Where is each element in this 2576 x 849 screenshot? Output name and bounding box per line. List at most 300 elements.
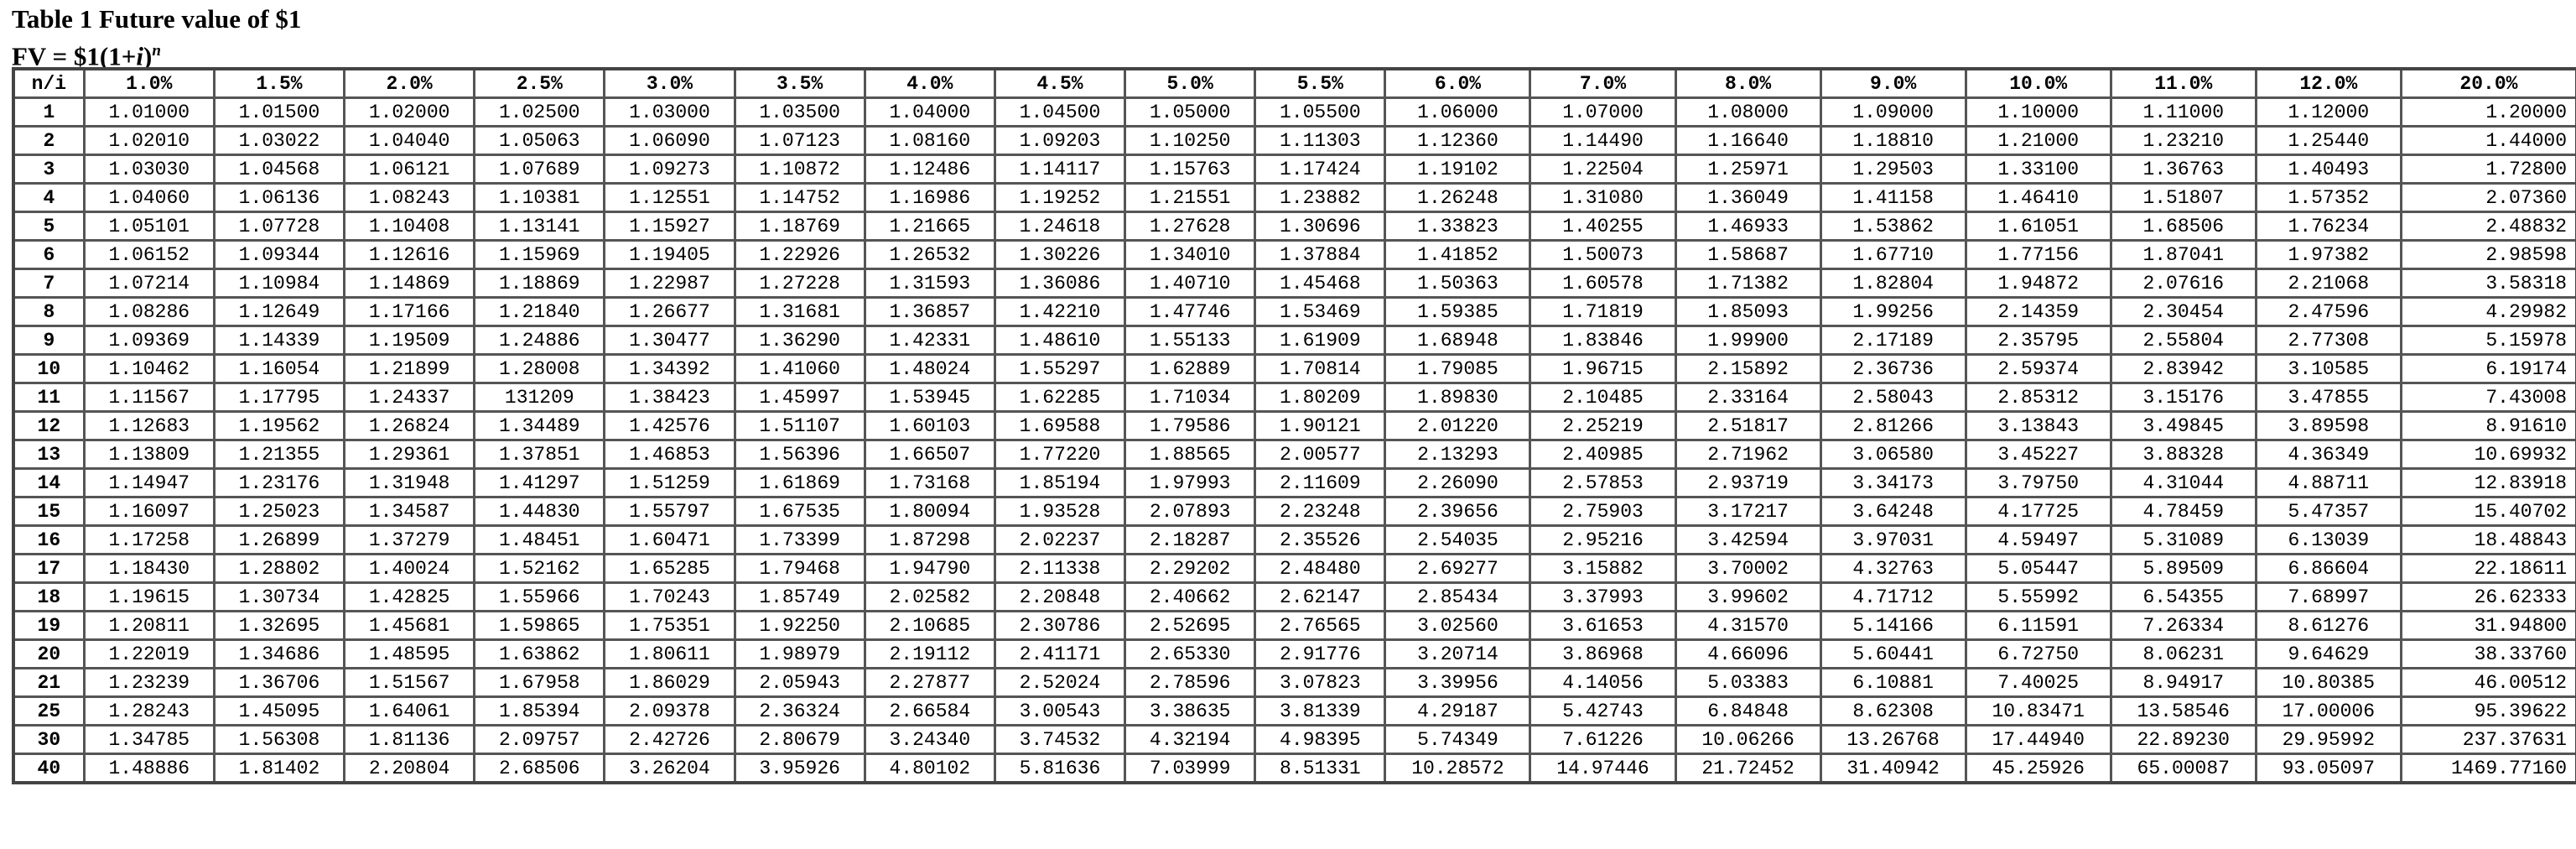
table-cell: 1.07214 <box>84 269 214 298</box>
table-cell: 4.80102 <box>865 754 995 784</box>
table-cell: 7.68997 <box>2256 583 2401 612</box>
table-cell: 1.19615 <box>84 583 214 612</box>
table-cell: 1.51567 <box>345 669 475 697</box>
table-cell: 1.56308 <box>214 726 344 754</box>
table-cell: 1.62889 <box>1125 355 1255 383</box>
table-cell: 1.25023 <box>214 497 344 526</box>
table-cell: 1.93528 <box>995 497 1124 526</box>
table-cell: 1.34587 <box>345 497 475 526</box>
table-cell: 1.12000 <box>2256 98 2401 127</box>
table-cell: 6.10881 <box>1820 669 1966 697</box>
table-cell: 2.26090 <box>1385 469 1530 497</box>
table-cell: 95.39622 <box>2401 697 2576 726</box>
row-header: 17 <box>13 555 84 583</box>
table-cell: 3.15882 <box>1530 555 1675 583</box>
table-cell: 8.91610 <box>2401 412 2576 440</box>
table-cell: 9.64629 <box>2256 640 2401 669</box>
table-cell: 31.94800 <box>2401 612 2576 640</box>
table-cell: 1.81402 <box>214 754 344 784</box>
table-cell: 1.12551 <box>605 184 735 212</box>
table-cell: 3.37993 <box>1530 583 1675 612</box>
table-cell: 1.34785 <box>84 726 214 754</box>
table-cell: 1.21551 <box>1125 184 1255 212</box>
table-cell: 26.62333 <box>2401 583 2576 612</box>
table-cell: 1.45468 <box>1255 269 1385 298</box>
table-cell: 1.36049 <box>1675 184 1820 212</box>
table-cell: 1.59865 <box>475 612 605 640</box>
table-cell: 1.03500 <box>735 98 865 127</box>
table-cell: 1.46853 <box>605 440 735 469</box>
table-cell: 1.06090 <box>605 127 735 155</box>
table-cell: 1.73399 <box>735 526 865 555</box>
table-cell: 17.00006 <box>2256 697 2401 726</box>
table-cell: 1.87041 <box>2111 241 2256 269</box>
table-cell: 2.78596 <box>1125 669 1255 697</box>
table-cell: 1.21840 <box>475 298 605 326</box>
table-cell: 22.18611 <box>2401 555 2576 583</box>
table-cell: 1.66507 <box>865 440 995 469</box>
table-cell: 1.99256 <box>1820 298 1966 326</box>
table-cell: 1.85749 <box>735 583 865 612</box>
table-cell: 2.01220 <box>1385 412 1530 440</box>
table-cell: 45.25926 <box>1966 754 2111 784</box>
table-cell: 2.93719 <box>1675 469 1820 497</box>
table-cell: 1.71819 <box>1530 298 1675 326</box>
table-cell: 1.06152 <box>84 241 214 269</box>
table-row <box>13 212 2576 241</box>
table-cell: 1.96715 <box>1530 355 1675 383</box>
table-cell: 1.02500 <box>475 98 605 127</box>
table-cell: 1.41297 <box>475 469 605 497</box>
table-cell: 2.09757 <box>475 726 605 754</box>
table-cell: 4.17725 <box>1966 497 2111 526</box>
table-cell: 1.20811 <box>84 612 214 640</box>
table-cell: 5.81636 <box>995 754 1124 784</box>
table-cell: 2.81266 <box>1820 412 1966 440</box>
table-cell: 2.62147 <box>1255 583 1385 612</box>
table-cell: 10.80385 <box>2256 669 2401 697</box>
table-cell: 7.03999 <box>1125 754 1255 784</box>
table-cell: 1.12360 <box>1385 127 1530 155</box>
column-header: 11.0% <box>2111 69 2256 98</box>
table-cell: 1.08000 <box>1675 98 1820 127</box>
table-cell: 3.58318 <box>2401 269 2576 298</box>
table-cell: 3.38635 <box>1125 697 1255 726</box>
table-row <box>13 383 2576 412</box>
table-cell: 1.62285 <box>995 383 1124 412</box>
table-cell: 1.10250 <box>1125 127 1255 155</box>
table-row <box>13 155 2576 184</box>
table-cell: 1.82804 <box>1820 269 1966 298</box>
table-cell: 1.79085 <box>1385 355 1530 383</box>
table-cell: 1.16986 <box>865 184 995 212</box>
table-cell: 10.69932 <box>2401 440 2576 469</box>
table-cell: 1.19405 <box>605 241 735 269</box>
table-cell: 2.39656 <box>1385 497 1530 526</box>
table-cell: 1.53945 <box>865 383 995 412</box>
table-cell: 1.02010 <box>84 127 214 155</box>
table-cell: 6.54355 <box>2111 583 2256 612</box>
table-cell: 1.04000 <box>865 98 995 127</box>
table-cell: 46.00512 <box>2401 669 2576 697</box>
table-cell: 1.28008 <box>475 355 605 383</box>
table-cell: 1.07000 <box>1530 98 1675 127</box>
table-cell: 1.85093 <box>1675 298 1820 326</box>
table-cell: 1.85194 <box>995 469 1124 497</box>
table-cell: 1.30226 <box>995 241 1124 269</box>
table-body <box>13 98 2576 784</box>
table-cell: 4.66096 <box>1675 640 1820 669</box>
table-cell: 3.86968 <box>1530 640 1675 669</box>
table-cell: 2.47596 <box>2256 298 2401 326</box>
table-cell: 1.22019 <box>84 640 214 669</box>
table-cell: 2.36736 <box>1820 355 1966 383</box>
table-cell: 6.11591 <box>1966 612 2111 640</box>
table-cell: 3.89598 <box>2256 412 2401 440</box>
table-cell: 1.42825 <box>345 583 475 612</box>
table-cell: 1.61051 <box>1966 212 2111 241</box>
table-cell: 1.48886 <box>84 754 214 784</box>
row-header: 18 <box>13 583 84 612</box>
column-header: 6.0% <box>1385 69 1530 98</box>
table-cell: 1.48595 <box>345 640 475 669</box>
table-cell: 1.65285 <box>605 555 735 583</box>
table-cell: 1.15927 <box>605 212 735 241</box>
table-cell: 1469.77160 <box>2401 754 2576 784</box>
table-cell: 1.46933 <box>1675 212 1820 241</box>
table-cell: 1.60578 <box>1530 269 1675 298</box>
row-header: 16 <box>13 526 84 555</box>
table-cell: 3.10585 <box>2256 355 2401 383</box>
table-cell: 1.30477 <box>605 326 735 355</box>
column-header: 2.5% <box>475 69 605 98</box>
table-cell: 3.34173 <box>1820 469 1966 497</box>
table-cell: 6.86604 <box>2256 555 2401 583</box>
table-cell: 2.18287 <box>1125 526 1255 555</box>
table-cell: 4.14056 <box>1530 669 1675 697</box>
table-cell: 1.05101 <box>84 212 214 241</box>
table-cell: 1.13809 <box>84 440 214 469</box>
table-cell: 1.03000 <box>605 98 735 127</box>
table-cell: 1.21899 <box>345 355 475 383</box>
table-cell: 1.59385 <box>1385 298 1530 326</box>
table-cell: 3.70002 <box>1675 555 1820 583</box>
table-cell: 1.31080 <box>1530 184 1675 212</box>
row-header: 40 <box>13 754 84 784</box>
table-cell: 1.40024 <box>345 555 475 583</box>
table-cell: 1.01000 <box>84 98 214 127</box>
table-cell: 7.61226 <box>1530 726 1675 754</box>
table-cell: 65.00087 <box>2111 754 2256 784</box>
table-cell: 1.06136 <box>214 184 344 212</box>
table-cell: 38.33760 <box>2401 640 2576 669</box>
table-cell: 2.27877 <box>865 669 995 697</box>
table-cell: 14.97446 <box>1530 754 1675 784</box>
table-cell: 3.02560 <box>1385 612 1530 640</box>
table-cell: 6.72750 <box>1966 640 2111 669</box>
table-cell: 2.17189 <box>1820 326 1966 355</box>
table-cell: 3.95926 <box>735 754 865 784</box>
table-cell: 1.38423 <box>605 383 735 412</box>
table-cell: 1.80094 <box>865 497 995 526</box>
column-header: 3.0% <box>605 69 735 98</box>
header-row <box>13 69 2576 98</box>
table-row <box>13 754 2576 784</box>
column-header: 7.0% <box>1530 69 1675 98</box>
table-cell: 1.97382 <box>2256 241 2401 269</box>
table-cell: 1.18810 <box>1820 127 1966 155</box>
formula-exponent: n <box>152 42 161 60</box>
table-cell: 7.43008 <box>2401 383 2576 412</box>
table-cell: 2.35795 <box>1966 326 2111 355</box>
table-cell: 1.67710 <box>1820 241 1966 269</box>
table-cell: 3.64248 <box>1820 497 1966 526</box>
table-cell: 2.40985 <box>1530 440 1675 469</box>
row-header: 30 <box>13 726 84 754</box>
table-cell: 1.04568 <box>214 155 344 184</box>
table-cell: 3.39956 <box>1385 669 1530 697</box>
table-cell: 2.42726 <box>605 726 735 754</box>
table-cell: 2.85312 <box>1966 383 2111 412</box>
table-cell: 1.80611 <box>605 640 735 669</box>
table-cell: 1.58687 <box>1675 241 1820 269</box>
table-cell: 1.67535 <box>735 497 865 526</box>
table-cell: 4.29982 <box>2401 298 2576 326</box>
table-cell: 2.52695 <box>1125 612 1255 640</box>
table-cell: 1.68506 <box>2111 212 2256 241</box>
table-cell: 1.09344 <box>214 241 344 269</box>
table-cell: 4.36349 <box>2256 440 2401 469</box>
table-cell: 1.90121 <box>1255 412 1385 440</box>
table-cell: 2.75903 <box>1530 497 1675 526</box>
table-cell: 2.85434 <box>1385 583 1530 612</box>
table-cell: 2.21068 <box>2256 269 2401 298</box>
table-cell: 2.10485 <box>1530 383 1675 412</box>
table-cell: 2.95216 <box>1530 526 1675 555</box>
table-cell: 1.22504 <box>1530 155 1675 184</box>
table-cell: 2.71962 <box>1675 440 1820 469</box>
table-cell: 1.27228 <box>735 269 865 298</box>
table-cell: 1.11567 <box>84 383 214 412</box>
table-cell: 1.24618 <box>995 212 1124 241</box>
table-cell: 1.26824 <box>345 412 475 440</box>
table-cell: 22.89230 <box>2111 726 2256 754</box>
table-row <box>13 298 2576 326</box>
table-cell: 2.35526 <box>1255 526 1385 555</box>
table-cell: 1.19509 <box>345 326 475 355</box>
table-cell: 1.34392 <box>605 355 735 383</box>
table-cell: 2.10685 <box>865 612 995 640</box>
table-cell: 3.74532 <box>995 726 1124 754</box>
table-cell: 1.61869 <box>735 469 865 497</box>
table-cell: 1.29361 <box>345 440 475 469</box>
table-cell: 1.28802 <box>214 555 344 583</box>
table-cell: 3.06580 <box>1820 440 1966 469</box>
table-cell: 10.83471 <box>1966 697 2111 726</box>
table-cell: 1.17795 <box>214 383 344 412</box>
table-cell: 1.48451 <box>475 526 605 555</box>
table-cell: 4.31044 <box>2111 469 2256 497</box>
table-cell: 3.97031 <box>1820 526 1966 555</box>
table-cell: 7.40025 <box>1966 669 2111 697</box>
table-cell: 1.14490 <box>1530 127 1675 155</box>
table-cell: 1.41158 <box>1820 184 1966 212</box>
table-cell: 1.08286 <box>84 298 214 326</box>
table-cell: 5.15978 <box>2401 326 2576 355</box>
table-cell: 3.88328 <box>2111 440 2256 469</box>
table-cell: 2.41171 <box>995 640 1124 669</box>
table-cell: 2.66584 <box>865 697 995 726</box>
table-cell: 2.30454 <box>2111 298 2256 326</box>
table-cell: 1.17166 <box>345 298 475 326</box>
table-cell: 2.19112 <box>865 640 995 669</box>
table-cell: 1.14117 <box>995 155 1124 184</box>
table-row <box>13 726 2576 754</box>
table-cell: 1.75351 <box>605 612 735 640</box>
table-cell: 1.10984 <box>214 269 344 298</box>
table-cell: 2.20804 <box>345 754 475 784</box>
table-cell: 1.01500 <box>214 98 344 127</box>
table-cell: 1.42210 <box>995 298 1124 326</box>
table-cell: 1.94790 <box>865 555 995 583</box>
table-cell: 1.40255 <box>1530 212 1675 241</box>
table-cell: 2.30786 <box>995 612 1124 640</box>
table-cell: 1.55133 <box>1125 326 1255 355</box>
table-cell: 1.50363 <box>1385 269 1530 298</box>
table-cell: 1.04060 <box>84 184 214 212</box>
table-cell: 1.17424 <box>1255 155 1385 184</box>
table-cell: 1.57352 <box>2256 184 2401 212</box>
table-cell: 93.05097 <box>2256 754 2401 784</box>
table-cell: 31.40942 <box>1820 754 1966 784</box>
table-cell: 1.97993 <box>1125 469 1255 497</box>
column-header: 4.0% <box>865 69 995 98</box>
table-cell: 3.49845 <box>2111 412 2256 440</box>
table-cell: 3.26204 <box>605 754 735 784</box>
column-header: 5.0% <box>1125 69 1255 98</box>
table-cell: 1.03022 <box>214 127 344 155</box>
table-cell: 1.31681 <box>735 298 865 326</box>
column-header: 20.0% <box>2401 69 2576 98</box>
row-header: 1 <box>13 98 84 127</box>
table-cell: 1.40710 <box>1125 269 1255 298</box>
table-cell: 1.10872 <box>735 155 865 184</box>
table-cell: 1.06121 <box>345 155 475 184</box>
row-header: 2 <box>13 127 84 155</box>
table-cell: 1.14869 <box>345 269 475 298</box>
table-cell: 1.37851 <box>475 440 605 469</box>
table-cell: 2.07893 <box>1125 497 1255 526</box>
title-block <box>12 3 301 72</box>
table-cell: 5.14166 <box>1820 612 1966 640</box>
table-cell: 1.53862 <box>1820 212 1966 241</box>
table-cell: 1.14339 <box>214 326 344 355</box>
table-row <box>13 184 2576 212</box>
table-cell: 1.18869 <box>475 269 605 298</box>
table-cell: 1.07689 <box>475 155 605 184</box>
table-cell: 1.15763 <box>1125 155 1255 184</box>
table-cell: 1.88565 <box>1125 440 1255 469</box>
table-cell: 1.87298 <box>865 526 995 555</box>
table-cell: 3.24340 <box>865 726 995 754</box>
table-cell: 1.26899 <box>214 526 344 555</box>
table-cell: 1.12616 <box>345 241 475 269</box>
table-cell: 2.48832 <box>2401 212 2576 241</box>
table-cell: 1.33100 <box>1966 155 2111 184</box>
table-cell: 1.24886 <box>475 326 605 355</box>
table-cell: 5.89509 <box>2111 555 2256 583</box>
table-cell: 1.31948 <box>345 469 475 497</box>
table-title: Table 1 Future value of $1 <box>12 4 302 34</box>
table-cell: 1.09000 <box>1820 98 1966 127</box>
table-cell: 6.19174 <box>2401 355 2576 383</box>
table-cell: 1.14947 <box>84 469 214 497</box>
table-cell: 2.48480 <box>1255 555 1385 583</box>
table-cell: 1.23210 <box>2111 127 2256 155</box>
table-cell: 13.26768 <box>1820 726 1966 754</box>
row-header: 4 <box>13 184 84 212</box>
table-cell: 1.41852 <box>1385 241 1530 269</box>
table-cell: 6.84848 <box>1675 697 1820 726</box>
table-cell: 1.63862 <box>475 640 605 669</box>
table-cell: 1.21355 <box>214 440 344 469</box>
row-header: 10 <box>13 355 84 383</box>
row-header: 15 <box>13 497 84 526</box>
table-cell: 7.26334 <box>2111 612 2256 640</box>
table-cell: 4.29187 <box>1385 697 1530 726</box>
table-cell: 1.03030 <box>84 155 214 184</box>
table-cell: 1.28243 <box>84 697 214 726</box>
column-header: 3.5% <box>735 69 865 98</box>
table-row <box>13 526 2576 555</box>
table-cell: 1.29503 <box>1820 155 1966 184</box>
table-cell: 2.68506 <box>475 754 605 784</box>
table-cell: 1.56396 <box>735 440 865 469</box>
table-cell: 5.42743 <box>1530 697 1675 726</box>
table-cell: 1.30696 <box>1255 212 1385 241</box>
table-cell: 4.32194 <box>1125 726 1255 754</box>
table-cell: 1.47746 <box>1125 298 1255 326</box>
table-cell: 1.05000 <box>1125 98 1255 127</box>
table-cell: 1.18769 <box>735 212 865 241</box>
table-cell: 1.99900 <box>1675 326 1820 355</box>
table-cell: 1.21000 <box>1966 127 2111 155</box>
table-cell: 5.55992 <box>1966 583 2111 612</box>
table-cell: 1.19562 <box>214 412 344 440</box>
table-cell: 2.69277 <box>1385 555 1530 583</box>
table-cell: 3.99602 <box>1675 583 1820 612</box>
table-cell: 1.09203 <box>995 127 1124 155</box>
table-cell: 8.62308 <box>1820 697 1966 726</box>
table-cell: 1.51807 <box>2111 184 2256 212</box>
table-cell: 1.36763 <box>2111 155 2256 184</box>
table-cell: 1.45997 <box>735 383 865 412</box>
table-cell: 1.36706 <box>214 669 344 697</box>
table-row <box>13 555 2576 583</box>
table-cell: 1.94872 <box>1966 269 2111 298</box>
table-cell: 1.81136 <box>345 726 475 754</box>
table-cell: 4.98395 <box>1255 726 1385 754</box>
row-header: 8 <box>13 298 84 326</box>
table-cell: 1.46410 <box>1966 184 2111 212</box>
table-cell: 1.34010 <box>1125 241 1255 269</box>
table-cell: 1.52162 <box>475 555 605 583</box>
table-cell: 2.80679 <box>735 726 865 754</box>
table-cell: 1.22926 <box>735 241 865 269</box>
table-cell: 2.09378 <box>605 697 735 726</box>
table-cell: 4.88711 <box>2256 469 2401 497</box>
table-cell: 1.08243 <box>345 184 475 212</box>
